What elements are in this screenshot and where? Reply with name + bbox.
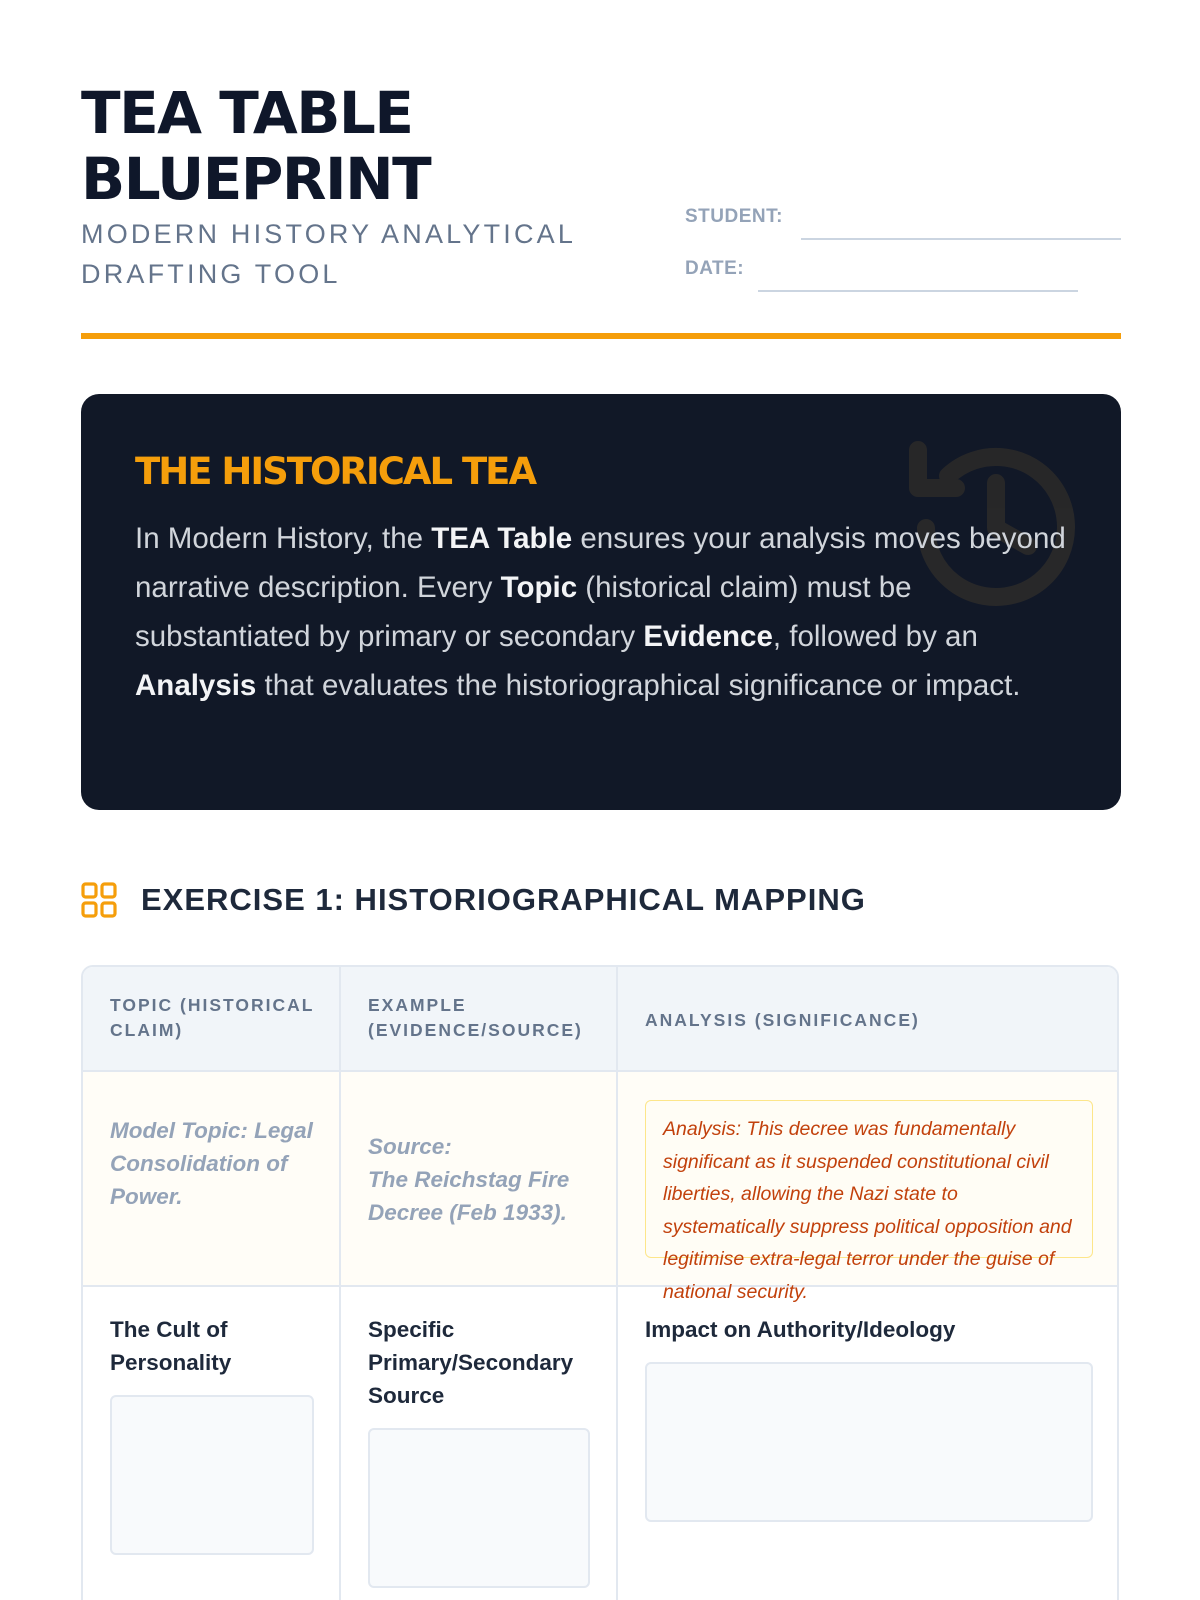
- intro-term-evidence: Evidence: [643, 620, 773, 653]
- column-header-example: EXAMPLE (EVIDENCE/SOURCE): [368, 995, 583, 1040]
- topic-answer-box[interactable]: [110, 1395, 314, 1555]
- intro-text: [135, 514, 1075, 710]
- page-title: [81, 80, 641, 212]
- student-meta: [685, 198, 1121, 302]
- title-line-2: BLUEPRINT: [81, 145, 431, 213]
- grid-icon: [81, 882, 117, 918]
- analysis-answer-box[interactable]: [645, 1362, 1093, 1522]
- table-header-row: [83, 967, 1117, 1072]
- student-line[interactable]: [801, 238, 1121, 240]
- model-topic: Model Topic: Legal Consolidation of Power.: [110, 1118, 313, 1209]
- exercise-analysis-label: Impact on Authority/Ideology: [645, 1317, 956, 1342]
- intro-term-analysis: Analysis: [135, 669, 257, 702]
- title-line-1: TEA TABLE: [81, 79, 413, 147]
- source-answer-box[interactable]: [368, 1428, 590, 1588]
- intro-text-part: (historical claim) must be substantiated by primary or secondary: [135, 571, 912, 653]
- subtitle-line-2: DRAFTING TOOL: [81, 259, 341, 289]
- intro-panel: [81, 394, 1121, 810]
- student-field[interactable]: [685, 198, 1121, 250]
- header-cell-analysis: [618, 967, 1119, 1070]
- exercise-heading: [81, 880, 1121, 920]
- intro-term-tea-table: TEA Table: [431, 522, 573, 555]
- column-header-topic: TOPIC (HISTORICAL CLAIM): [110, 995, 315, 1040]
- table-row-exercise: [83, 1287, 1117, 1600]
- header-cell-topic: [83, 967, 341, 1070]
- exercise-title: EXERCISE 1: HISTORIOGRAPHICAL MAPPING: [141, 882, 866, 917]
- intro-text-part: , followed by an: [772, 620, 978, 653]
- model-topic-cell: [83, 1072, 341, 1285]
- model-source: Source: The Reichstag Fire Decree (Feb 1933).: [368, 1134, 570, 1225]
- exercise-topic-cell: [83, 1287, 341, 1600]
- date-field[interactable]: [685, 250, 1121, 302]
- intro-heading: THE HISTORICAL TEA: [135, 450, 536, 493]
- date-line[interactable]: [758, 290, 1078, 292]
- model-analysis-text: Analysis: This decree was fundamentally significant as it suspended constitutional civil liberties, allowing the Nazi state to systematically suppress political opposition and legitimise extra-legal terror under the guise of national security.: [663, 1118, 1072, 1303]
- intro-text-part: that evaluates the historiographical significance or impact.: [256, 669, 1021, 702]
- intro-text-part: ensures your analysis moves beyond narrative description. Every: [135, 522, 1066, 604]
- student-label: STUDENT:: [685, 206, 783, 227]
- model-source-cell: [341, 1072, 618, 1285]
- date-label: DATE:: [685, 258, 745, 279]
- exercise-analysis-cell: [618, 1287, 1119, 1600]
- header-cell-example: [341, 967, 618, 1070]
- exercise-topic-label: The Cult of Personality: [110, 1317, 232, 1375]
- subtitle-line-1: MODERN HISTORY ANALYTICAL: [81, 219, 577, 249]
- header-divider: [81, 333, 1121, 339]
- column-header-analysis: ANALYSIS (SIGNIFICANCE): [645, 1010, 920, 1030]
- exercise-source-label: Specific Primary/Secondary Source: [368, 1317, 574, 1408]
- intro-text-part: In Modern History, the: [135, 522, 432, 555]
- intro-term-topic: Topic: [500, 571, 578, 604]
- exercise-source-cell: [341, 1287, 618, 1600]
- document-header: [81, 80, 1121, 340]
- page-subtitle: [81, 214, 641, 294]
